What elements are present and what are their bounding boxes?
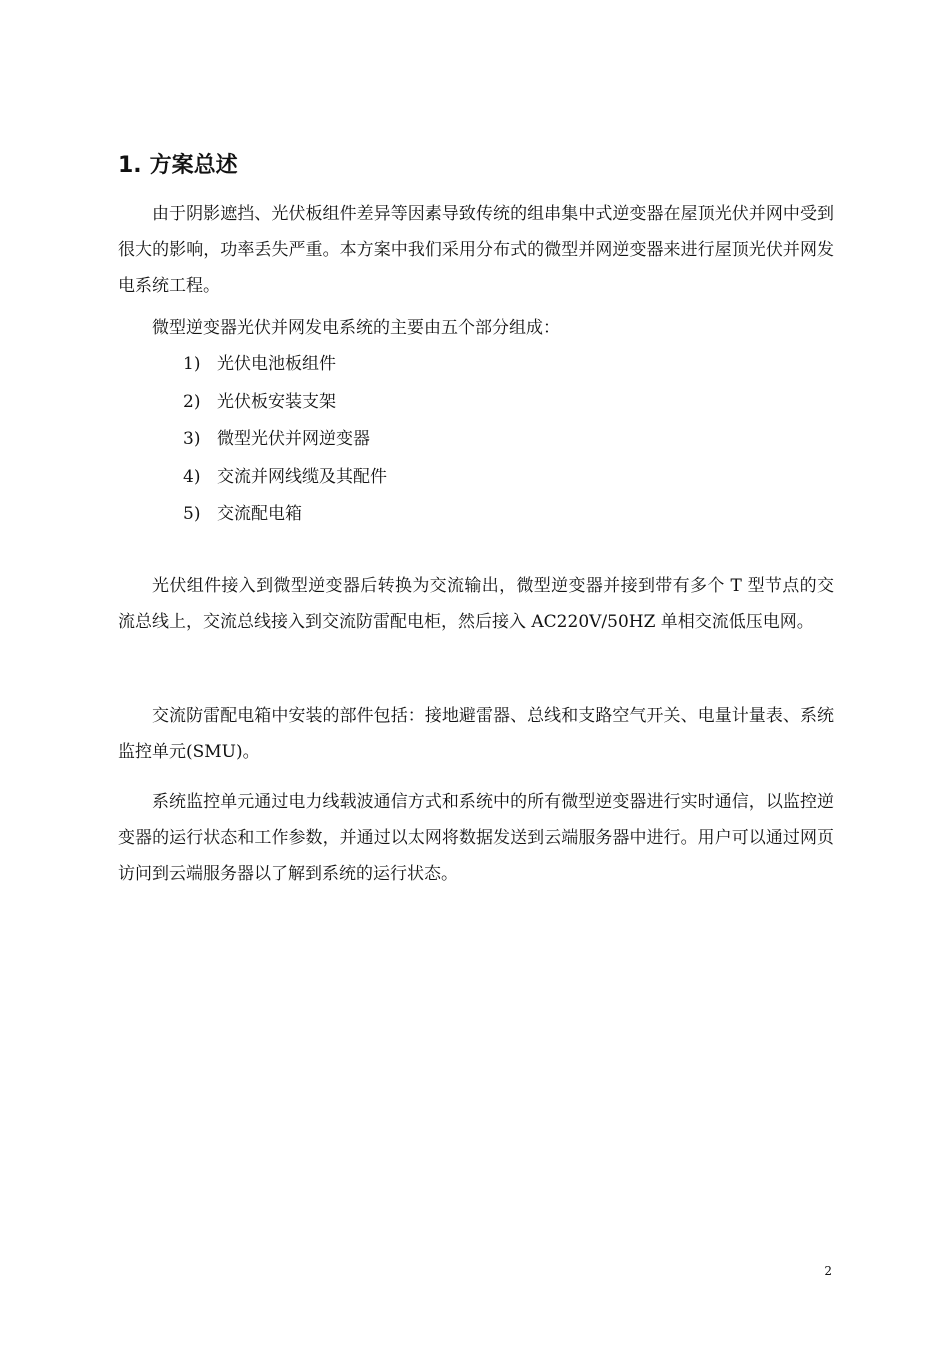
page-number: 2	[824, 1264, 832, 1278]
list-item	[183, 459, 387, 497]
list-item-text: 交流并网线缆及其配件	[217, 466, 387, 487]
paragraph-monitoring: 系统监控单元通过电力线载波通信方式和系统中的所有微型逆变器进行实时通信，以监控逆变器的运行状态和工作参数，并通过以太网将数据发送到云端服务器中进行。用户可以通过网页访问到云端服务器以了解到系统的运行状态。	[118, 792, 834, 884]
list-item-text: 光伏电池板组件	[217, 354, 336, 374]
list-item-text: 微型光伏并网逆变器	[217, 429, 370, 449]
paragraph-ac-connection: 光伏组件接入到微型逆变器后转换为交流输出，微型逆变器并接到带有多个 T 型节点的交流总线上，交流总线接入到交流防雷配电柜，然后接入 AC220V/50HZ 单相交流低压电网。	[118, 576, 834, 632]
list-item-index: 4)	[183, 466, 201, 487]
list-item-text: 交流配电箱	[217, 504, 302, 524]
list-item-index: 3)	[183, 429, 201, 449]
list-item	[183, 496, 387, 534]
list-item-index: 2)	[183, 391, 201, 412]
list-item	[183, 421, 387, 459]
paragraph-distribution-box: 交流防雷配电箱中安装的部件包括：接地避雷器、总线和支路空气开关、电量计量表、系统监控单元(SMU)。	[118, 706, 834, 762]
list-item-text: 光伏板安装支架	[217, 391, 336, 412]
list-item	[183, 384, 387, 422]
list-item-index: 1)	[183, 354, 201, 374]
section-heading	[118, 148, 238, 184]
paragraph-overview: 由于阴影遮挡、光伏板组件差异等因素导致传统的组串集中式逆变器在屋顶光伏并网中受到很大的影响，功率丢失严重。本方案中我们采用分布式的微型并网逆变器来进行屋顶光伏并网发电系统工程。	[118, 204, 834, 296]
list-item	[183, 346, 387, 384]
components-list	[183, 346, 387, 534]
section-title: 方案总述	[149, 153, 238, 178]
paragraph-components-intro: 微型逆变器光伏并网发电系统的主要由五个部分组成：	[152, 318, 560, 338]
list-item-index: 5)	[183, 504, 201, 524]
section-number: 1.	[118, 153, 142, 178]
